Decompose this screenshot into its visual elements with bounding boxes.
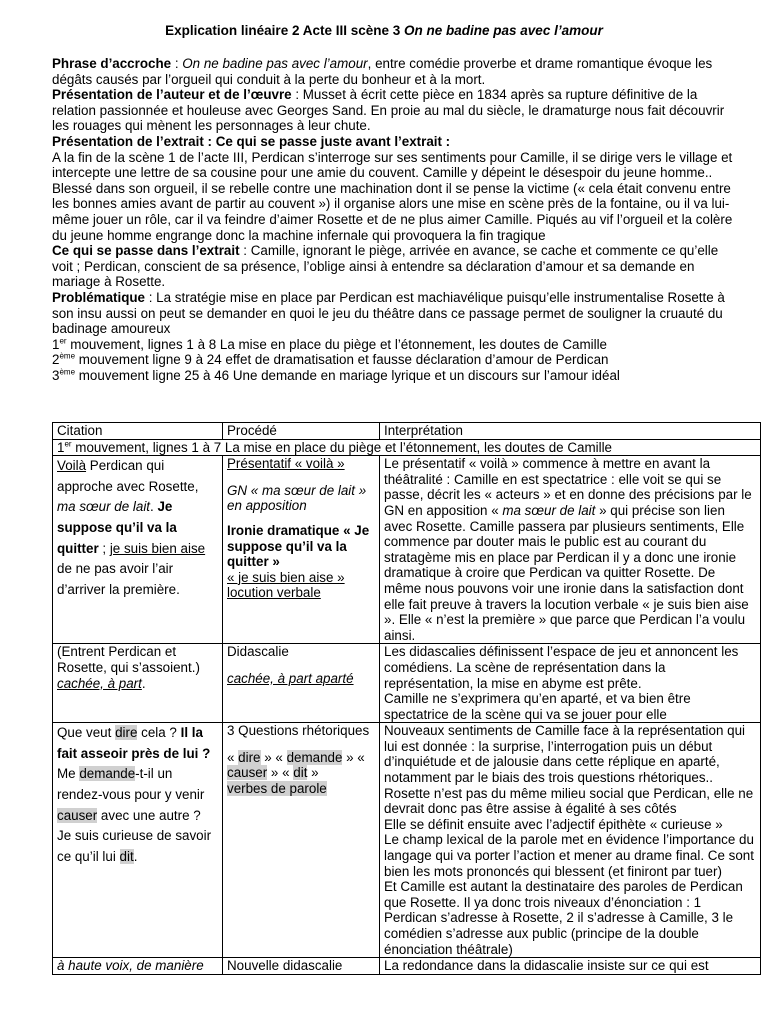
auteur-text: : Musset à écrit cette pièce en 1834 après sa rupture définitive de la relation passionnée et houleuse avec Georges Sand. En proie au mal du siècle, le dramaturge nous fait découvrir les rouages qui mènent les personnages à leur chute. bbox=[52, 87, 725, 134]
accroche-label: Phrase d’accroche bbox=[52, 56, 172, 71]
citation-text: Perdican qui approche avec Rosette, bbox=[57, 458, 199, 494]
citation-dit: dit bbox=[119, 848, 134, 864]
citation-causer: causer bbox=[57, 807, 98, 823]
citation-cell: à haute voix, de manière bbox=[53, 958, 223, 975]
problematique-text: : La stratégie mise en place par Perdican est machiavélique puisqu’elle instrumentalise Rosette à son insu aussi on peut se demander en quoi le jeu du théâtre dans ce passage permet de souligner la cruauté du badinage amoureux bbox=[52, 289, 725, 337]
procede-quote: « bbox=[227, 749, 239, 765]
mouvement-2-sup: ème bbox=[59, 351, 76, 361]
citation-text: Me bbox=[57, 766, 80, 782]
procede-quote: » bbox=[307, 765, 319, 781]
citation-dire: dire bbox=[115, 725, 138, 741]
citation-aise: je suis bien aise bbox=[109, 540, 206, 556]
extrait-paragraph: A la fin de la scène 1 de l’acte III, Perdican s’interroge sur ses sentiments pour Camille, il se dirige vers le village et intercepte une lettre de sa cousine pour une amie du couvent. Camille y dépeint le désespoir du jeune homme.. Blessé dans son orgueil, il se rebelle contre une machination dont il se pense la victime (« cela était convenu entre les bonnes amies avant de partir au couvent ») il organise alors une mise en scène près de la fontaine, ou il va lui-même jouer un rôle, car il va feindre d’aimer Rosette et de ne plus aimer Camille. Piqués au vif l’orgueil et la colère du jeune homme engrange donc la machine infernale qui provoquera la fin tragique bbox=[52, 149, 733, 243]
auteur-paragraph bbox=[52, 87, 742, 134]
table-row bbox=[53, 644, 761, 723]
procede-quote: » « bbox=[267, 765, 294, 781]
citation-text: -t-il un rendez-vous pour y venir bbox=[57, 766, 205, 803]
citation-text: de ne pas avoir l’air d’arriver la première. bbox=[57, 561, 180, 597]
procede-quote: » « bbox=[260, 749, 287, 765]
explication-table bbox=[52, 422, 761, 975]
mouvement-2-text: mouvement ligne 9 à 24 effet de dramatisation et fausse déclaration d’amour de Perdican bbox=[75, 352, 609, 368]
table-header-row bbox=[53, 423, 761, 440]
mouvement-3-text: mouvement ligne 25 à 46 Une demande en mariage lyrique et un discours sur l’amour idéal bbox=[75, 367, 620, 383]
dans-extrait-paragraph bbox=[52, 243, 742, 290]
extrait-heading bbox=[52, 134, 742, 150]
procede-demande: demande bbox=[286, 749, 343, 765]
procede-presentatif: Présentatif « voilà » bbox=[227, 456, 345, 472]
citation-cell bbox=[53, 644, 223, 723]
citation-text: avec une autre ? Je suis curieuse de savoir ce qu’il lui bbox=[57, 807, 212, 864]
extrait-label: Présentation de l’extrait bbox=[52, 133, 204, 149]
procede-ironie: Ironie dramatique « Je suppose qu’il va la quitter » bbox=[227, 522, 370, 570]
citation-demande: demande bbox=[79, 766, 136, 782]
procede-didascalie: Didascalie bbox=[227, 644, 289, 660]
procede-verbes-list bbox=[227, 750, 375, 797]
mouvement-1-num: 1 bbox=[52, 336, 60, 352]
interpretation-cell: Les didascalies définissent l’espace de jeu et annoncent les comédiens. La scène de représentation dans la représentation, la mise en abyme est prête. Camille ne s’exprimera qu’en aparté, et va bien être spectatrice de la scène qui va se jouer pour elle bbox=[380, 644, 761, 723]
citation-cachee: cachée, à part bbox=[57, 675, 142, 691]
accroche-text: , entre comédie proverbe et drame romantique évoque les dégâts causés par l’orgueil qui conduit à la perte du bonheur et à la mort. bbox=[52, 56, 713, 87]
mouvement-2 bbox=[52, 352, 742, 368]
procede-cell bbox=[223, 723, 380, 958]
procede-dit: dit bbox=[293, 765, 308, 781]
section-cell bbox=[53, 439, 761, 456]
mouvement-1-sup: er bbox=[59, 336, 67, 346]
mouvement-3 bbox=[52, 368, 742, 384]
mouvement-1-text: mouvement, lignes 1 à 8 La mise en place du piège et l’étonnement, les doutes de Camille bbox=[66, 336, 607, 352]
citation-suppose: Je suppose qu’il va la quitter bbox=[57, 499, 177, 556]
procede-cell: Nouvelle didascalie bbox=[223, 958, 380, 975]
accroche-play: On ne badine pas avec l’amour bbox=[182, 56, 368, 71]
accroche-paragraph bbox=[52, 56, 742, 87]
procede-cell bbox=[223, 456, 380, 644]
procede-cachee: cachée, à part aparté bbox=[227, 670, 354, 686]
dans-extrait-text: : Camille, ignorant le piège, arrivée en avance, se cache et commente ce qu’elle voit ; Perdican, conscient de sa présence, l’oblige ainsi à entendre sa déclaration d’amour et sa demande en mariage à Rosette. bbox=[52, 243, 719, 290]
citation-text: (Entrent Perdican et Rosette, qui s’assoient.) bbox=[57, 644, 200, 675]
dans-extrait-label: Ce qui se passe dans l’extrait bbox=[52, 243, 240, 259]
citation-asseoir: Il la fait asseoir près de lui ? bbox=[57, 725, 211, 761]
problematique-paragraph bbox=[52, 290, 742, 337]
procede-quote: » « bbox=[342, 749, 365, 765]
interpretation-cell: La redondance dans la didascalie insiste sur ce qui est bbox=[380, 958, 761, 975]
auteur-label: Présentation de l’auteur et de l’œuvre bbox=[52, 87, 292, 103]
procede-questions: 3 Questions rhétoriques bbox=[227, 723, 370, 739]
section-row bbox=[53, 439, 761, 456]
citation-text: Que veut bbox=[57, 725, 116, 741]
interpretation-cell: Nouveaux sentiments de Camille face à la représentation qui lui est donnée : la surprise, l’interrogation puis un début d’inquiétude et de jalousie dans cette réplique en aparté, notamment par le biais des trois questions rhétoriques.. Rosette n’est pas du même milieu social que Perdican, elle ne devrait donc pas être assise à égalité à ses côtés Elle se définit ensuite avec l’adjectif épithète « curieuse » Le champ lexical de la parole met en évidence l’importance du langage qui va porter l’action et mener au drame final. Ce sont bien les mots prononcés qui blessent (et finiront par tuer) Et Camille est autant la destinataire des paroles de Perdican que Rosette. Il ya donc trois niveaux d’énonciation : 1 Perdican s’adresse à Rosette, 2 il s’adresse à Camille, 3 le comédien s’adresse aux public (principe de la double énonciation théâtrale) bbox=[380, 723, 761, 958]
procede-gn: GN « ma sœur de lait » en apposition bbox=[227, 482, 367, 514]
mouvement-2-num: 2 bbox=[52, 352, 60, 368]
citation-voila: Voilà bbox=[57, 458, 87, 474]
citation-text: . bbox=[141, 675, 146, 691]
accroche-sep: : bbox=[171, 56, 183, 71]
procede-causer: causer bbox=[227, 765, 268, 781]
title-text: Explication linéaire 2 Acte III scène 3 bbox=[165, 23, 405, 38]
citation-cell bbox=[53, 723, 223, 958]
section-sup: er bbox=[64, 439, 72, 449]
table-row bbox=[53, 456, 761, 644]
mouvement-3-sup: ème bbox=[59, 367, 76, 377]
extrait-label2: : Ce qui se passe juste avant l’extrait : bbox=[203, 133, 451, 149]
title-play: On ne badine pas avec l’amour bbox=[404, 23, 603, 38]
problematique-label: Problématique bbox=[52, 289, 146, 305]
citation-text: . bbox=[150, 499, 158, 515]
citation-cell bbox=[53, 456, 223, 644]
header-interpretation: Interprétation bbox=[380, 423, 761, 440]
citation-text: . bbox=[133, 848, 138, 864]
procede-verbes: verbes de parole bbox=[227, 781, 327, 797]
header-citation: Citation bbox=[53, 423, 223, 440]
citation-soeur: ma sœur de lait bbox=[57, 499, 151, 515]
procede-dire: dire bbox=[238, 749, 261, 765]
header-procede: Procédé bbox=[223, 423, 380, 440]
mouvement-3-num: 3 bbox=[52, 367, 60, 383]
interpretation-text: » qui précise son lien avec Rosette. Camille passera par plusieurs sentiments, Elle commence par douter mais le public est au courant du stratagème mis en place par Perdican il y a donc une ironie dramatique à croire que Perdican va quitter Rosette. De même nous pouvons voir une ironie dans la satisfaction dont elle fait preuve à travers la locution verbale « je suis bien aise ». Elle « n’est la première » que parce que Perdican l’a voulu ainsi. bbox=[384, 502, 749, 643]
table-row bbox=[53, 958, 761, 975]
citation-text: ; bbox=[98, 540, 110, 556]
interpretation-soeur: ma sœur de lait bbox=[502, 502, 596, 518]
section-num: 1 bbox=[57, 439, 65, 455]
introduction bbox=[52, 56, 742, 383]
table-row bbox=[53, 723, 761, 958]
section-text: mouvement, lignes 1 à 7 La mise en place du piège et l’étonnement, les doutes de Camille bbox=[71, 439, 612, 455]
interpretation-text: Le présentatif « voilà » commence à mettre en avant la théâtralité : Camille en est spectatrice : elle voit se qui se passe, décrit les « acteurs » et en donne des précisions par le GN en apposition « bbox=[384, 456, 752, 518]
procede-cell bbox=[223, 644, 380, 723]
mouvement-1 bbox=[52, 337, 742, 353]
procede-locution: « je suis bien aise » locution verbale bbox=[227, 569, 345, 601]
document-title bbox=[0, 23, 768, 38]
citation-text: cela ? bbox=[137, 725, 181, 741]
interpretation-cell bbox=[380, 456, 761, 644]
